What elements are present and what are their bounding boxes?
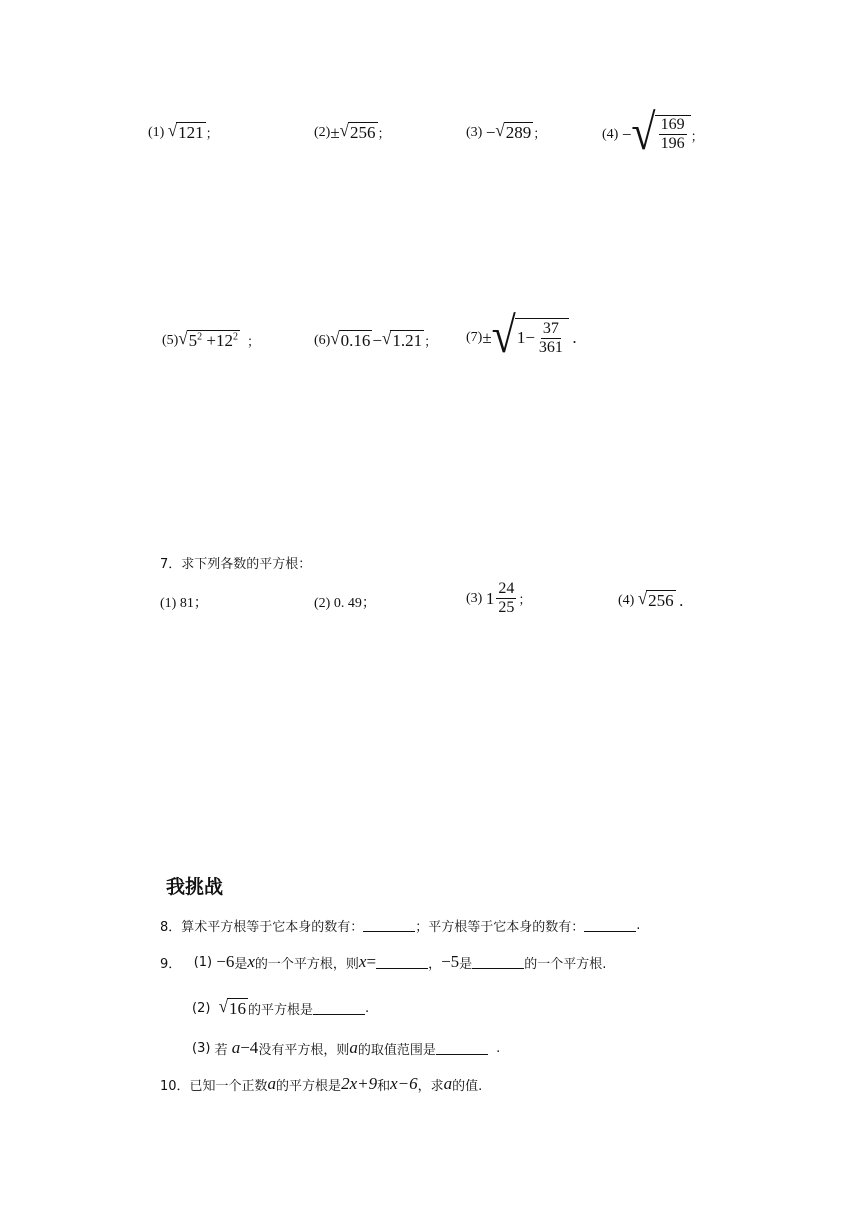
item-index: (6)	[314, 332, 331, 348]
answer-blank[interactable]	[313, 1002, 365, 1015]
row-1	[148, 122, 219, 143]
item-index: (5)	[162, 332, 179, 348]
operator: −	[372, 330, 383, 350]
q7-item-3	[466, 580, 531, 618]
sqrt-expression: √ 289	[495, 120, 532, 142]
row-2-item-6	[314, 330, 437, 351]
sqrt-expression: √ 121	[167, 120, 204, 142]
question-9-part-1: 9． (1) −6 是 x 的一个平方根，则 x = ， −5 是 的一个平方根.	[160, 952, 607, 972]
sqrt-expression: √ 256	[339, 120, 376, 142]
q7-item-1: (1) 81；	[160, 596, 208, 611]
separator: ；	[205, 127, 219, 143]
mixed-whole: 1	[485, 588, 495, 608]
answer-blank[interactable]	[472, 956, 524, 969]
section-heading: 我挑战	[166, 876, 224, 898]
item-index: (7)	[466, 330, 483, 345]
sqrt-expression: √ 256	[637, 588, 674, 610]
sign: ±	[482, 328, 492, 347]
row-1-item-3	[466, 122, 546, 143]
item-index: (4)	[602, 127, 619, 142]
question-10: 10．已知一个正数 a 的平方根是 2x+9 和 x−6 ，求 a 的值.	[160, 1074, 483, 1094]
sqrt-expression: √ 16	[218, 996, 247, 1018]
sqrt-expression: √ 1.21	[382, 328, 423, 350]
item-index: (3)	[466, 590, 483, 606]
sign: −	[621, 125, 632, 144]
fraction: $\frac{24}{25}$	[498, 580, 515, 617]
sqrt-fraction: √ $\frac{169}{196}$	[631, 115, 690, 155]
q7-item-2: (2) 0. 49；	[314, 596, 376, 611]
question-8: 8．算术平方根等于它本身的数有： ；平方根等于它本身的数有： .	[160, 918, 641, 935]
separator: ；	[690, 129, 704, 145]
separator: .	[679, 590, 684, 610]
answer-blank[interactable]	[363, 919, 415, 932]
row-1-item-2	[314, 122, 391, 143]
sqrt-fraction: √ 1 − $\frac{37}{361}$	[492, 318, 569, 358]
row-2-item-7	[466, 307, 577, 364]
row-1-item-4	[602, 104, 704, 161]
answer-blank[interactable]	[436, 1042, 488, 1055]
sqrt-expression: √ $5^2 +12^2$	[178, 328, 239, 350]
answer-blank[interactable]	[376, 956, 428, 969]
separator: ；	[247, 335, 261, 351]
row-2-item-5	[162, 330, 260, 351]
separator: ；	[377, 127, 391, 143]
sqrt-expression: √ 0.16	[330, 328, 371, 350]
item-index: (1)	[148, 124, 165, 140]
sign: −	[485, 122, 496, 142]
answer-blank[interactable]	[584, 919, 636, 932]
item-index: (2)	[314, 124, 331, 140]
separator: ；	[533, 127, 547, 143]
separator: ；	[424, 335, 438, 351]
separator: ；	[518, 593, 532, 609]
question-9-part-2: (2) √ 16 的平方根是 .	[192, 996, 370, 1019]
separator: .	[572, 328, 577, 347]
item-index: (4)	[618, 592, 635, 608]
item-index: (3)	[466, 124, 483, 140]
q7-item-4	[618, 590, 683, 611]
sign: ±	[330, 122, 340, 142]
question-7-title: 7．求下列各数的平方根：	[160, 557, 312, 572]
question-9-part-3: (3) 若 a −4 没有平方根，则 a 的取值范围是 .	[192, 1038, 501, 1058]
